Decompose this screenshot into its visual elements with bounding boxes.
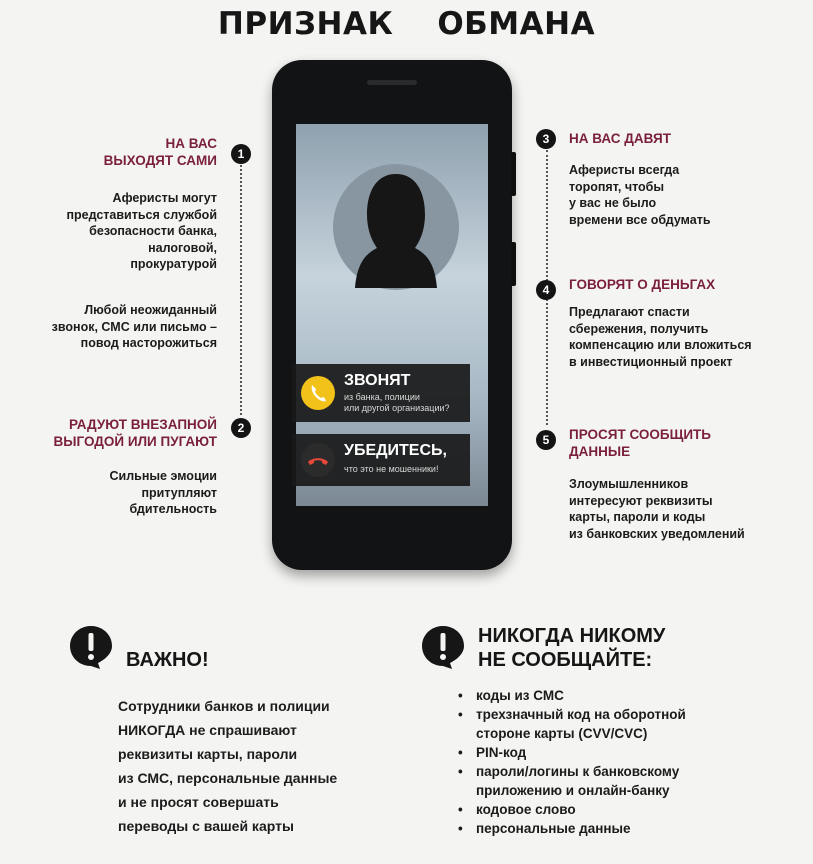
point-1-text-2-line: повод насторожиться	[80, 336, 217, 350]
list-item: • трехзначный код на оборотной	[456, 705, 686, 724]
important-text	[118, 694, 337, 838]
point-3-heading-line: НА ВАС ДАВЯТ	[569, 131, 671, 146]
point-1-text	[66, 190, 217, 273]
list-item-continuation: стороне карты (CVV/CVC)	[476, 726, 648, 741]
page-title	[0, 6, 813, 42]
point-2-text	[110, 468, 218, 518]
never-share-list	[456, 686, 686, 838]
important-text-line: НИКОГДА не спрашивают	[118, 722, 297, 738]
point-2-text-line: Сильные эмоции	[109, 469, 217, 483]
phone-volume-button	[511, 152, 516, 196]
list-item: • пароли/логины к банковскому	[456, 762, 686, 781]
list-item: • коды из СМС	[456, 686, 686, 705]
decline-call-bar	[292, 434, 470, 486]
call-subtitle-1: из банка, полиции	[344, 392, 420, 402]
title-word-2: ОБМАНА	[437, 6, 596, 42]
point-2-heading-line: ВЫГОДОЙ ИЛИ ПУГАЮТ	[53, 434, 217, 449]
point-1-text-2-line: Любой неожиданный	[84, 303, 217, 317]
point-number-5: 5	[536, 430, 556, 450]
never-share-heading-line: НИКОГДА НИКОМУ	[478, 625, 666, 647]
point-1-text-line: представиться службой	[66, 207, 217, 222]
point-3-text-line: у вас не было	[569, 196, 657, 210]
point-5-heading-line: ДАННЫЕ	[569, 444, 631, 459]
point-number-3: 3	[536, 129, 556, 149]
point-5-heading-line: ПРОСЯТ СООБЩИТЬ	[569, 427, 712, 442]
point-4-text	[569, 304, 752, 370]
point-2-heading-line: РАДУЮТ ВНЕЗАПНОЙ	[68, 417, 217, 432]
point-2-text-line: бдительность	[129, 502, 217, 516]
exclamation-warning-icon	[68, 624, 114, 670]
point-4-heading	[569, 276, 715, 293]
important-text-line: Сотрудники банков и полиции	[118, 698, 330, 714]
point-3-text-line: времени все обдумать	[569, 212, 711, 227]
point-1-text-line: прокуратурой	[130, 257, 217, 271]
point-number-2: 2	[231, 418, 251, 438]
decline-subtitle: что это не мошенники!	[344, 464, 439, 474]
point-1-heading-line: ВЫХОДЯТ САМИ	[103, 153, 217, 168]
point-3-text-line: Аферисты всегда	[569, 163, 680, 177]
point-4-text-line: компенсацию или вложиться	[569, 338, 752, 352]
phone-illustration	[272, 60, 512, 570]
important-text-line: реквизиты карты, пароли	[118, 746, 298, 762]
phone-power-button	[511, 242, 516, 286]
phone-decline-icon	[301, 443, 335, 477]
list-item: • персональные данные	[456, 819, 686, 838]
call-title: ЗВОНЯТ	[344, 372, 411, 389]
point-1-heading-line: НА ВАС	[165, 136, 217, 151]
important-heading: ВАЖНО!	[126, 649, 209, 671]
point-4-text-line: в инвестиционный проект	[569, 354, 733, 369]
point-5-text-line: из банковских уведомлений	[569, 526, 745, 541]
title-word-1: ПРИЗНАК	[217, 6, 394, 42]
point-2-heading	[54, 416, 217, 450]
point-1-text-2	[52, 302, 217, 352]
point-5-text	[569, 476, 745, 542]
list-item: • PIN-код	[456, 743, 686, 762]
point-1-heading	[104, 135, 217, 169]
decline-title: УБЕДИТЕСЬ,	[344, 442, 447, 459]
point-number-4: 4	[536, 280, 556, 300]
list-item-continuation: приложению и онлайн-банку	[476, 783, 670, 798]
call-subtitle-2: или другой организации?	[344, 403, 450, 413]
point-number-1: 1	[231, 144, 251, 164]
never-share-heading-line: НЕ СООБЩАЙТЕ:	[478, 649, 653, 671]
important-text-line: переводы с вашей карты	[118, 818, 294, 834]
point-3-text-line: торопят, чтобы	[569, 179, 665, 194]
important-text-line: из СМС, персональные данные	[118, 770, 338, 786]
point-1-text-line: Аферисты могут	[112, 191, 217, 205]
never-share-heading	[478, 624, 665, 672]
point-4-text-line: сбережения, получить	[569, 321, 709, 336]
left-dotted-line	[240, 165, 242, 415]
point-4-text-line: Предлагают спасти	[569, 305, 690, 319]
exclamation-warning-icon	[420, 624, 466, 670]
point-3-text	[569, 162, 711, 228]
phone-accept-icon	[301, 376, 335, 410]
point-5-text-line: карты, пароли и коды	[569, 510, 706, 524]
point-2-text-line: притупляют	[141, 485, 217, 500]
point-3-heading	[569, 130, 671, 147]
point-5-heading	[569, 426, 711, 460]
point-1-text-line: безопасности банка,	[89, 224, 217, 238]
point-1-text-2-line: звонок, СМС или письмо –	[51, 319, 217, 334]
point-4-heading-line: ГОВОРЯТ О ДЕНЬГАХ	[569, 277, 716, 292]
hooded-figure-icon	[355, 172, 437, 288]
phone-speaker	[367, 80, 417, 85]
important-text-line: и не просят совершать	[118, 794, 279, 810]
list-item: • кодовое слово	[456, 800, 686, 819]
point-1-text-line: налоговой,	[148, 240, 217, 255]
point-5-text-line: Злоумышленников	[569, 477, 689, 491]
point-5-text-line: интересуют реквизиты	[569, 493, 713, 508]
incoming-call-bar	[292, 364, 470, 422]
